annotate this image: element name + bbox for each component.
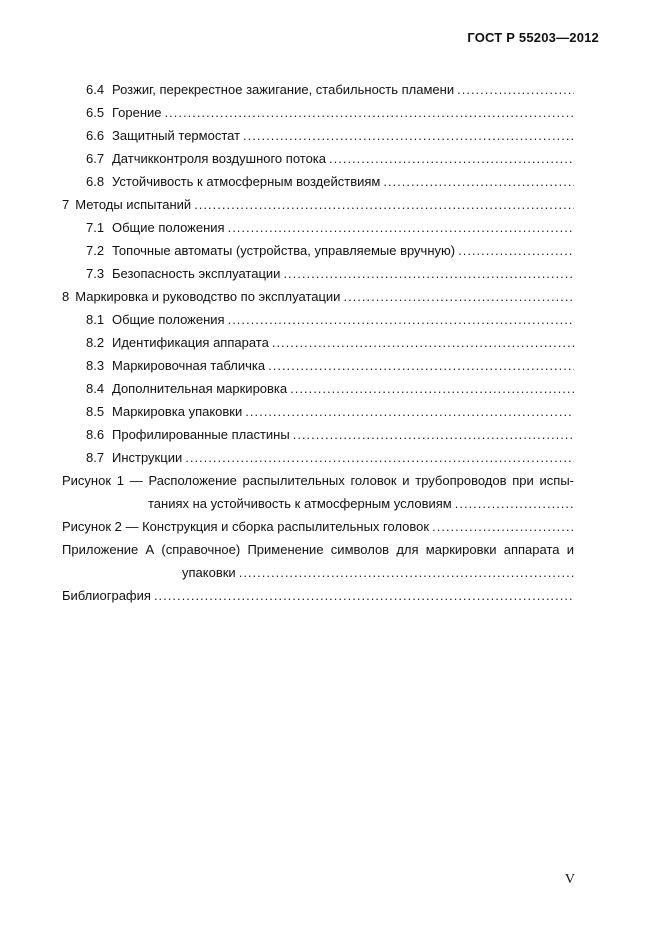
- dot-leader: [432, 515, 574, 538]
- toc-entry-8-5[interactable]: [62, 400, 574, 423]
- dot-leader: [455, 492, 574, 515]
- toc-title: Розжиг, перекрестное зажигание, стабильность пламени: [112, 82, 455, 97]
- dot-leader: [290, 377, 574, 400]
- toc-number: 7.1: [86, 220, 105, 235]
- toc-title: Топочные автоматы (устройства, управляемые вручную): [112, 243, 456, 258]
- toc-number: 7.2: [86, 243, 105, 258]
- toc-number: 7: [62, 197, 70, 212]
- dot-leader: [268, 354, 574, 377]
- toc-title: Методы испытаний: [75, 197, 192, 212]
- toc-entry-8-4[interactable]: [62, 377, 574, 400]
- toc-title: Рисунок 2 — Конструкция и сборка распылительных головок: [62, 519, 430, 534]
- toc-title: Устойчивость к атмосферным воздействиям: [112, 174, 381, 189]
- toc-entry-bibliography[interactable]: [62, 584, 574, 607]
- toc-number: 6.5: [86, 105, 105, 120]
- toc-number: 6.8: [86, 174, 105, 189]
- toc-number: 8.3: [86, 358, 105, 373]
- toc-entry-figure-2[interactable]: [62, 515, 574, 538]
- toc-entry-7-1[interactable]: [62, 216, 574, 239]
- toc-title: Горение: [112, 105, 162, 120]
- dot-leader: [272, 331, 574, 354]
- toc-number: 8.7: [86, 450, 105, 465]
- page-number: V: [564, 872, 575, 887]
- dot-leader: [185, 446, 574, 469]
- toc-title: Маркировка упаковки: [112, 404, 243, 419]
- dot-leader: [165, 101, 574, 124]
- dot-leader: [154, 584, 574, 607]
- toc-entry-6-8[interactable]: [62, 170, 574, 193]
- dot-leader: [228, 216, 574, 239]
- document-header: ГОСТ Р 55203—2012: [467, 30, 599, 45]
- toc-title: Маркировка и руководство по эксплуатации: [75, 289, 341, 304]
- toc-entry-8-3[interactable]: [62, 354, 574, 377]
- toc-number: 8: [62, 289, 70, 304]
- toc-title-line-2: таниях на устойчивость к атмосферным условиям: [148, 496, 452, 511]
- toc-title: Дополнительная маркировка: [112, 381, 288, 396]
- toc-number: 8.6: [86, 427, 105, 442]
- toc-title: Профилированные пластины: [112, 427, 290, 442]
- toc-title-line-1: Рисунок 1 — Расположение распылительных головок и трубопроводов при испы-: [62, 473, 574, 488]
- dot-leader: [243, 124, 574, 147]
- dot-leader: [383, 170, 574, 193]
- toc-number: 8.2: [86, 335, 105, 350]
- dot-leader: [239, 561, 574, 584]
- toc-title: Датчикконтроля воздушного потока: [112, 151, 326, 166]
- toc-title: Библиография: [62, 588, 151, 603]
- toc-entry-6-5[interactable]: [62, 101, 574, 124]
- toc-number: 6.6: [86, 128, 105, 143]
- toc-title: Безопасность эксплуатации: [112, 266, 281, 281]
- dot-leader: [343, 285, 574, 308]
- dot-leader: [293, 423, 574, 446]
- toc-entry-6-7[interactable]: [62, 147, 574, 170]
- toc-entry-8-1[interactable]: [62, 308, 574, 331]
- dot-leader: [457, 78, 574, 101]
- toc-title: Защитный термостат: [112, 128, 241, 143]
- toc-number: 7.3: [86, 266, 105, 281]
- toc-entry-8-6[interactable]: [62, 423, 574, 446]
- toc-title: Общие положения: [112, 220, 225, 235]
- toc-entry-8-7[interactable]: [62, 446, 574, 469]
- table-of-contents: [62, 78, 574, 607]
- toc-title: Идентификация аппарата: [112, 335, 269, 350]
- toc-title: Общие положения: [112, 312, 225, 327]
- toc-entry-6-4[interactable]: [62, 78, 574, 101]
- dot-leader: [458, 239, 574, 262]
- toc-entry-7-2[interactable]: [62, 239, 574, 262]
- toc-entry-8[interactable]: [62, 285, 574, 308]
- toc-entry-7[interactable]: [62, 193, 574, 216]
- dot-leader: [283, 262, 574, 285]
- toc-number: 8.4: [86, 381, 105, 396]
- dot-leader: [329, 147, 574, 170]
- toc-number: 6.4: [86, 82, 105, 97]
- toc-entry-6-6[interactable]: [62, 124, 574, 147]
- dot-leader: [194, 193, 574, 216]
- toc-title: Инструкции: [112, 450, 183, 465]
- toc-title: Маркировочная табличка: [112, 358, 266, 373]
- dot-leader: [228, 308, 574, 331]
- toc-number: 6.7: [86, 151, 105, 166]
- toc-title-line-1: Приложение А (справочное) Применение символов для маркировки аппарата и: [62, 542, 574, 557]
- toc-entry-figure-1[interactable]: [62, 469, 574, 515]
- toc-entry-8-2[interactable]: [62, 331, 574, 354]
- toc-entry-appendix-a[interactable]: [62, 538, 574, 584]
- toc-number: 8.1: [86, 312, 105, 327]
- toc-entry-7-3[interactable]: [62, 262, 574, 285]
- dot-leader: [245, 400, 574, 423]
- toc-title-line-2: упаковки: [182, 565, 236, 580]
- toc-number: 8.5: [86, 404, 105, 419]
